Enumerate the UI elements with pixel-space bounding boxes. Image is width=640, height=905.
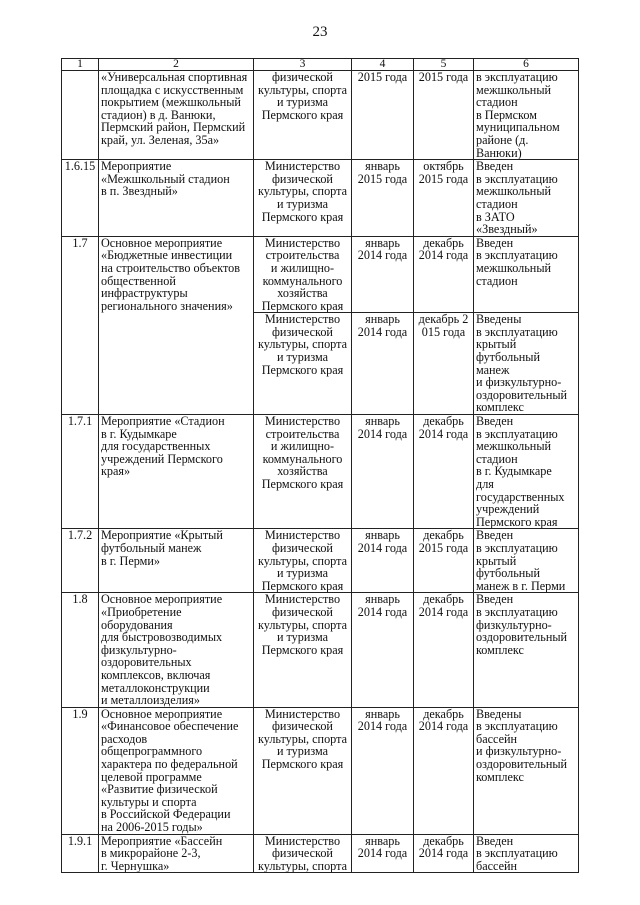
table-row <box>62 529 579 593</box>
expected-result-cell: Введен в эксплуатацию бассейн <box>474 834 579 873</box>
responsible-org-cell: Министерство строительства и жилищно- коммунального хозяйства Пермского края <box>254 236 352 313</box>
event-name-cell: Мероприятие «Бассейн в микрорайоне 2-3, г. Чернушка» <box>99 834 254 873</box>
event-name-cell: Основное мероприятие «Приобретение оборудования для быстровозводимых физкультурно- оздоровительных комплексов, включая металлоконструкции и металлоизделия» <box>99 593 254 707</box>
column-header: 6 <box>474 59 579 71</box>
row-number-cell: 1.7.2 <box>62 529 99 593</box>
end-date-cell: декабрь 2014 года <box>414 707 474 834</box>
row-number-cell: 1.9.1 <box>62 834 99 873</box>
event-name-cell: Мероприятие «Межшкольный стадион в п. Звездный» <box>99 160 254 237</box>
responsible-org-cell: Министерство строительства и жилищно- коммунального хозяйства Пермского края <box>254 415 352 529</box>
end-date-cell: декабрь 2014 года <box>414 236 474 313</box>
expected-result-cell: Введен в эксплуатацию крытый футбольный манеж в г. Перми <box>474 529 579 593</box>
expected-result-cell: в эксплуатацию межшкольный стадион в Пермском муниципальном районе (д. Ванюки) <box>474 71 579 160</box>
table-row <box>62 236 579 313</box>
page-number: 23 <box>312 24 328 40</box>
table-row <box>62 415 579 529</box>
end-date-cell: декабрь 2015 года <box>414 529 474 593</box>
end-date-cell: октябрь 2015 года <box>414 160 474 237</box>
row-number-cell: 1.7.1 <box>62 415 99 529</box>
table-row <box>62 71 579 160</box>
table-row <box>62 834 579 873</box>
row-number-cell: 1.8 <box>62 593 99 707</box>
column-header: 5 <box>414 59 474 71</box>
responsible-org-cell: Министерство физической культуры, спорта <box>254 834 352 873</box>
event-name-cell: Основное мероприятие «Финансовое обеспечение расходов общепрограммного характера по федеральной целевой программе «Развитие физической культуры и спорта в Российской Федерации на 2006-2015 годы» <box>99 707 254 834</box>
event-name-cell: Основное мероприятие «Бюджетные инвестиции на строительство объектов общественной инфраструктуры регионального значения» <box>99 236 254 414</box>
responsible-org-cell: Министерство физической культуры, спорта и туризма Пермского края <box>254 707 352 834</box>
end-date-cell: декабрь 2014 года <box>414 834 474 873</box>
start-date-cell: январь 2014 года <box>352 707 414 834</box>
column-header: 3 <box>254 59 352 71</box>
end-date-cell: 2015 года <box>414 71 474 160</box>
end-date-cell: декабрь 2 015 года <box>414 313 474 415</box>
table-row <box>62 707 579 834</box>
start-date-cell: январь 2015 года <box>352 160 414 237</box>
start-date-cell: январь 2014 года <box>352 236 414 313</box>
start-date-cell: январь 2014 года <box>352 834 414 873</box>
end-date-cell: декабрь 2014 года <box>414 415 474 529</box>
expected-result-cell: Введены в эксплуатацию бассейн и физкультурно- оздоровительный комплекс <box>474 707 579 834</box>
responsible-org-cell: Министерство физической культуры, спорта и туризма Пермского края <box>254 593 352 707</box>
responsible-org-cell: Министерство физической культуры, спорта и туризма Пермского края <box>254 313 352 415</box>
responsible-org-cell: Министерство физической культуры, спорта и туризма Пермского края <box>254 160 352 237</box>
column-header: 2 <box>99 59 254 71</box>
column-header: 1 <box>62 59 99 71</box>
events-table <box>61 58 579 873</box>
event-name-cell: Мероприятие «Стадион в г. Кудымкаре для государственных учреждений Пермского края» <box>99 415 254 529</box>
start-date-cell: январь 2014 года <box>352 313 414 415</box>
event-name-cell: Мероприятие «Крытый футбольный манеж в г. Перми» <box>99 529 254 593</box>
expected-result-cell: Введен в эксплуатацию физкультурно- оздоровительный комплекс <box>474 593 579 707</box>
table-header-row <box>62 59 579 71</box>
event-name-cell: «Универсальная спортивная площадка с искусственным покрытием (межшкольный стадион) в д. Ванюки, Пермский район, Пермский край, ул. Зеленая, 35а» <box>99 71 254 160</box>
expected-result-cell: Введен в эксплуатацию межшкольный стадион в г. Кудымкаре для государственных учреждений Пермского края <box>474 415 579 529</box>
row-number-cell: 1.6.15 <box>62 160 99 237</box>
expected-result-cell: Введен в эксплуатацию межшкольный стадион <box>474 236 579 313</box>
start-date-cell: январь 2014 года <box>352 593 414 707</box>
column-header: 4 <box>352 59 414 71</box>
row-number-cell <box>62 71 99 160</box>
row-number-cell: 1.7 <box>62 236 99 414</box>
expected-result-cell: Введены в эксплуатацию крытый футбольный манеж и физкультурно- оздоровительный комплекс <box>474 313 579 415</box>
table-row <box>62 160 579 237</box>
start-date-cell: январь 2014 года <box>352 529 414 593</box>
expected-result-cell: Введен в эксплуатацию межшкольный стадион в ЗАТО «Звездный» <box>474 160 579 237</box>
table-row <box>62 593 579 707</box>
start-date-cell: 2015 года <box>352 71 414 160</box>
responsible-org-cell: Министерство физической культуры, спорта и туризма Пермского края <box>254 529 352 593</box>
responsible-org-cell: физической культуры, спорта и туризма Пермского края <box>254 71 352 160</box>
row-number-cell: 1.9 <box>62 707 99 834</box>
start-date-cell: январь 2014 года <box>352 415 414 529</box>
end-date-cell: декабрь 2014 года <box>414 593 474 707</box>
